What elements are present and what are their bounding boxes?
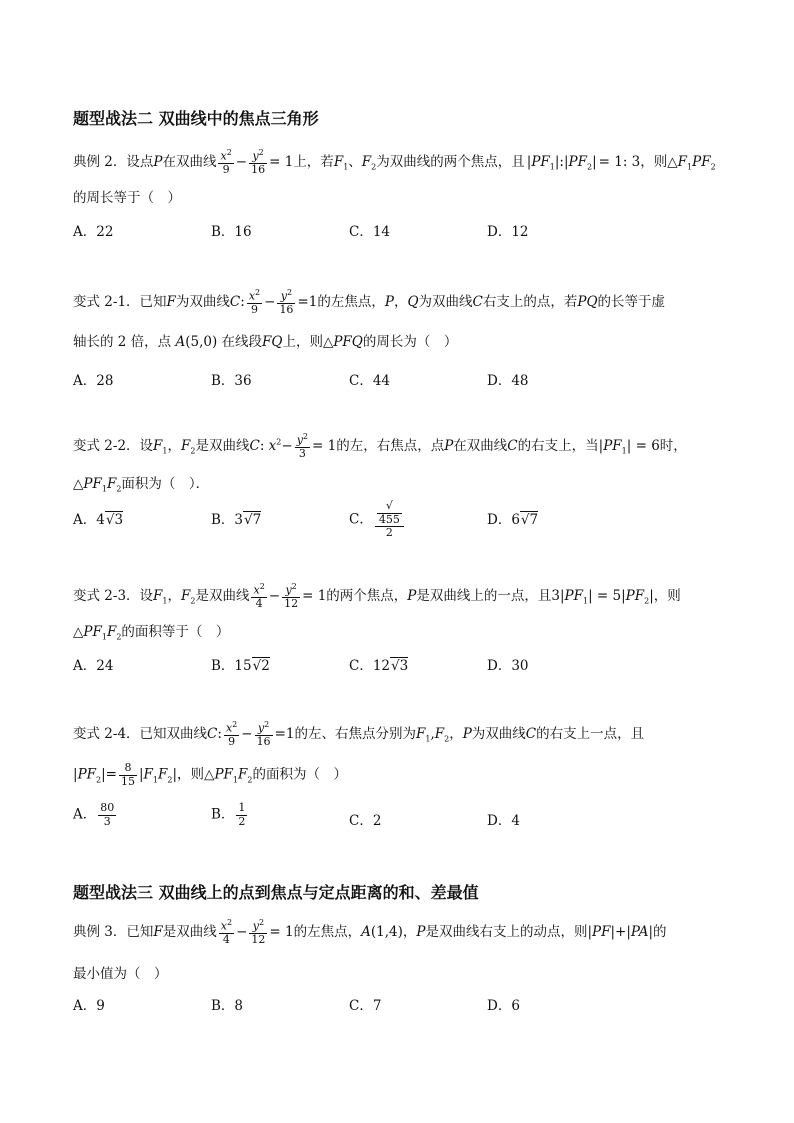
problem-ex3-line1: 典例 3．已知F是双曲线 $\frac{x^2}{4}$ − $\frac{y^2}{12}$ = 1的左焦点，A(1,4)，P是双曲线右支上的动点，则|PF|+|PA|的 xyxy=(73,918,667,947)
option-c[interactable]: C．14 xyxy=(349,224,391,240)
option-a[interactable]: A．28 xyxy=(73,373,114,389)
option-a[interactable]: A．24 xyxy=(73,658,114,674)
problem-v23-line2: $\triangle PF_1F_2$的面积等于（ ） xyxy=(73,624,230,642)
section-title: 题型战法二 双曲线中的焦点三角形 xyxy=(73,109,319,128)
option-b[interactable]: B．3√7 xyxy=(211,512,262,528)
problem-v22-line1: 变式 2-2．设$F_1$，$F_2$是双曲线C: $x^2-$ $\frac{y^2}{3}$ = 1的左，右焦点，点P在双曲线C的右支上，当$|PF_1| = 6$时， xyxy=(73,432,687,461)
option-a[interactable]: A．4√3 xyxy=(73,512,124,528)
option-d[interactable]: D．12 xyxy=(487,224,529,240)
options-v24 xyxy=(73,802,633,832)
problem-ex2-line1: 典例 2．设点P在双曲线 $\frac{x^2}{9}$ − $\frac{y^2}{16}$ = 1上，若$F_1$、$F_2$为双曲线的两个焦点，且 $|PF_1|:|PF_2| = 1$: 3，则$\triangle F_1PF_2$ xyxy=(73,148,716,177)
problem-v21-line1: 变式 2-1．已知F为双曲线C: $\frac{x^2}{9}$ − $\frac{y^2}{16}$ =1的左焦点，P，Q为双曲线C右支上的点，若PQ的长等于虚 xyxy=(73,288,666,317)
option-b[interactable]: B．15√2 xyxy=(211,658,270,674)
option-d[interactable]: D．48 xyxy=(487,373,529,389)
option-d[interactable]: D．6√7 xyxy=(487,512,539,528)
problem-v24-line1: 变式 2-4．已知双曲线C: $\frac{x^2}{9}$ − $\frac{y^2}{16}$ =1的左、右焦点分别为$F_1,F_2$，P为双曲线C的右支上一点，且 xyxy=(73,720,645,749)
fraction: $\frac{x^2}{9}$ xyxy=(220,148,232,177)
options-ex3 xyxy=(73,994,633,1024)
option-b[interactable]: B． $\frac{1}{2}$ xyxy=(211,801,246,828)
options-v21 xyxy=(73,369,633,399)
option-b[interactable]: B．8 xyxy=(211,998,244,1014)
problem-v24-line2: $|PF_2|=$ $\frac{8}{15}$ $|F_1F_2|$，则$\triangle PF_1F_2$的面积为（ ） xyxy=(73,761,347,788)
option-a[interactable]: A．9 xyxy=(73,998,105,1014)
problem-ex2-line2: 的周长等于（ ） xyxy=(73,190,181,206)
option-b[interactable]: B．16 xyxy=(211,224,252,240)
options-v22 xyxy=(73,499,633,540)
option-c[interactable]: C． √ 455 2 xyxy=(349,500,406,540)
problem-v22-line2: $\triangle PF_1F_2$面积为（ ）． xyxy=(73,476,210,494)
problem-v21-line2: 轴长的 2 倍，点 A(5,0) 在线段FQ上，则△PFQ的周长为（ ） xyxy=(73,334,458,350)
option-c[interactable]: C．12√3 xyxy=(349,658,409,674)
option-b[interactable]: B．36 xyxy=(211,373,252,389)
option-d[interactable]: D．4 xyxy=(487,813,520,829)
problem-ex3-line2: 最小值为（ ） xyxy=(73,966,168,982)
options-ex2 xyxy=(73,220,633,250)
problem-v23-line1: 变式 2-3．设$F_1$，$F_2$是双曲线 $\frac{x^2}{4}$ − $\frac{y^2}{12}$ = 1的两个焦点，P是双曲线上的一点，且$3|PF_1| = 5|PF_2|$，则 xyxy=(73,582,681,611)
options-v23 xyxy=(73,654,633,684)
option-c[interactable]: C．44 xyxy=(349,373,391,389)
option-a[interactable]: A． $\frac{80}{3}$ xyxy=(73,801,115,828)
option-a[interactable]: A．22 xyxy=(73,224,114,240)
section-title: 题型战法三 双曲线上的点到焦点与定点距离的和、差最值 xyxy=(73,883,479,902)
option-c[interactable]: C．2 xyxy=(349,813,382,829)
option-d[interactable]: D．30 xyxy=(487,658,529,674)
option-d[interactable]: D．6 xyxy=(487,998,520,1014)
option-c[interactable]: C．7 xyxy=(349,998,382,1014)
